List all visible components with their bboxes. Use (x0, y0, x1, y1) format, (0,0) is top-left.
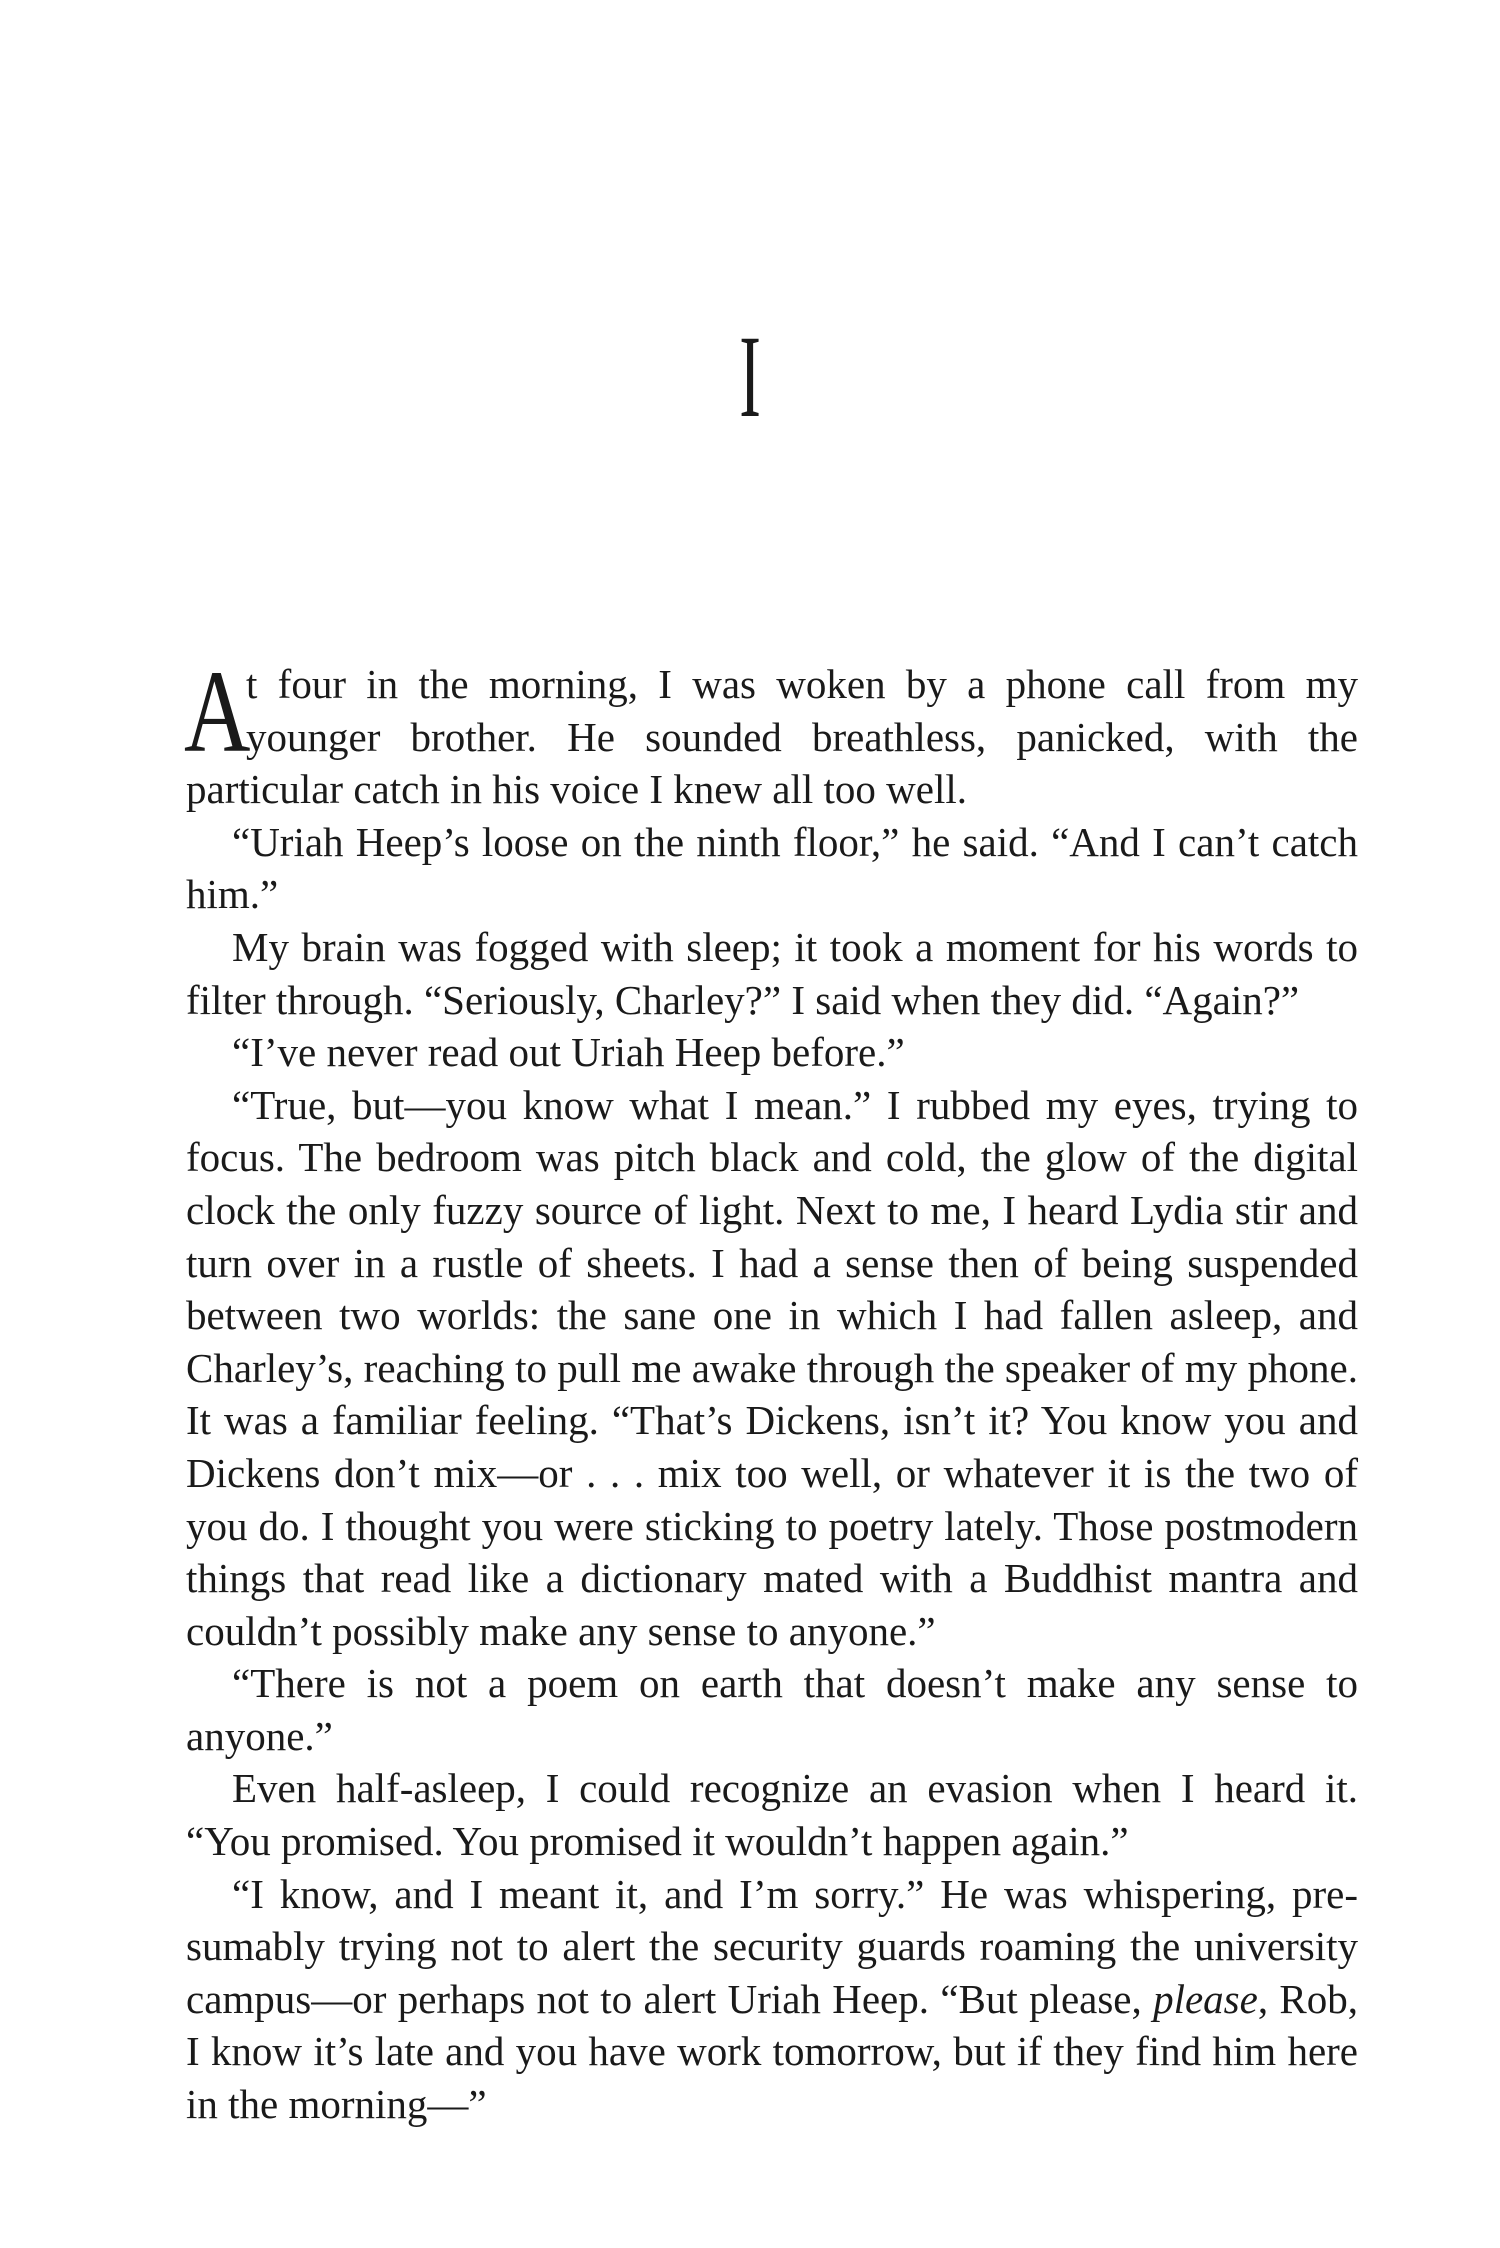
paragraph-3: My brain was fogged with sleep; it took a moment for his words to filter through. “Seriously, Charley?” I said when they did. “Again?” (186, 923, 1358, 1023)
paragraph-1 (184, 646, 1358, 816)
paragraph-6: “There is not a poem on earth that doesn’t make any sense to anyone.” (186, 1660, 1358, 1759)
paragraph-8 (186, 1868, 1358, 2131)
paragraph-2: “Uriah Heep’s loose on the ninth floor,” he said. “And I can’t catch him.” (186, 818, 1358, 918)
paragraph-4: “I’ve never read out Uriah Heep before.” (232, 1029, 905, 1076)
paragraph-8-emphasis: please (1153, 1975, 1258, 2022)
paragraph-8-text-end: , Rob, I know it’s late and you have work tomorrow, but if they find him here in the morning—” (186, 1975, 1358, 2128)
paragraph-5: “True, but—you know what I mean.” I rubbed my eyes, trying to focus. The bedroom was pitch black and cold, the glow of the digital clock the only fuzzy source of light. Next to me, I heard Lydia stir and turn over in a rustle of sheets. I had a sense then of being suspended between two worlds: the sane one in which I had fallen asleep, and Charley’s, reaching to pull me awake through the speaker of my phone. It was a familiar feeling. “That’s Dickens, isn’t it? You know you and Dickens don’t mix—or . . . mix too well, or whatever it is the two of you do. I thought you were sticking to poetry lately. Those postmodern things that read like a dictionary mated with a Buddhist mantra and couldn’t possibly make any sense to anyone.” (186, 1081, 1358, 1654)
chapter-body (184, 646, 1358, 2131)
chapter-number: I (739, 311, 761, 442)
paragraph-8-text-start: “I know, and I meant it, and I’m sorry.” He was whispering, presumably trying not to alert the security guards roaming the university campus—or perhaps not to alert Uriah Heep. “But please, (186, 1870, 1358, 2022)
paragraph-1-text: t four in the morning, I was woken by a phone call from my younger brother. He sounded breathless, panicked, with the particular catch in his voice I knew all too well. (186, 661, 1358, 813)
paragraph-7: Even half-asleep, I could recognize an evasion when I heard it. “You promised. You promised it wouldn’t happen again.” (186, 1765, 1358, 1865)
drop-cap: A (184, 646, 251, 777)
